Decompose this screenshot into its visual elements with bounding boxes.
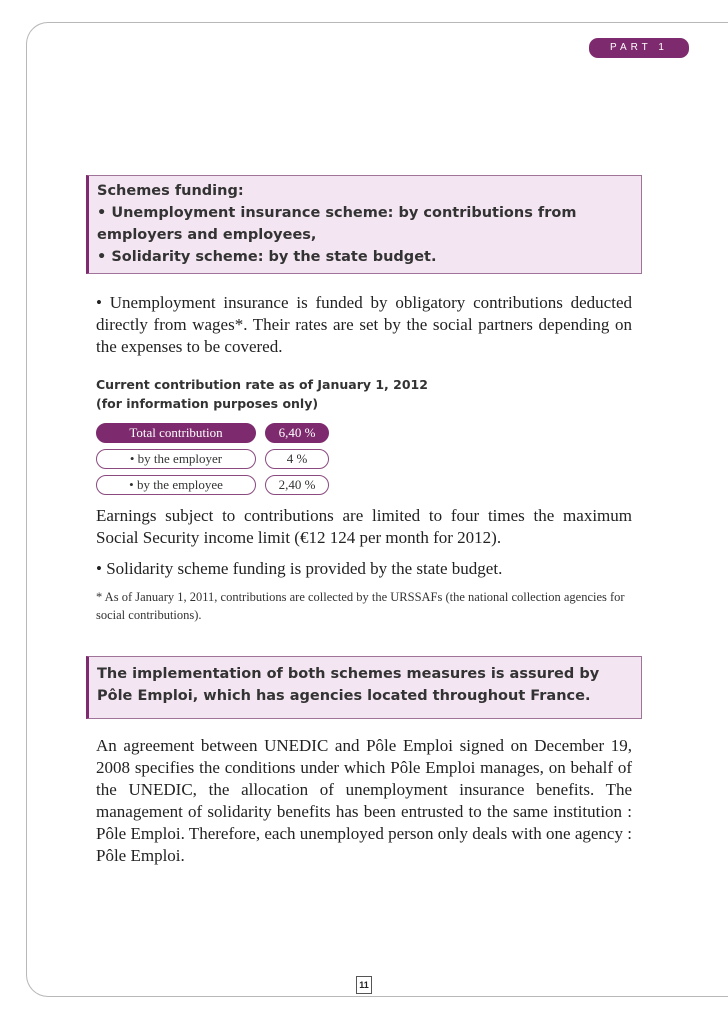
agreement-paragraph: An agreement between UNEDIC and Pôle Emploi signed on December 19, 2008 specifies the conditions under which Pôle Emploi manages, on behalf of the UNEDIC, the allocation of unemployment insurance benefits. The management of solidarity benefits has been entrusted to the same institution : Pôle Emploi. Therefore, each unemployed person only deals with one agency : Pôle Emploi. (96, 736, 632, 865)
solidarity-funding-paragraph: • Solidarity scheme funding is provided by the state budget. (96, 559, 503, 578)
contribution-rate-title (96, 375, 636, 413)
page-number: 11 (356, 976, 372, 994)
total-contribution-value: 6,40 % (265, 423, 329, 443)
contribution-title-line1: Current contribution rate as of January 1, 2012 (96, 377, 428, 392)
funding-item-solidarity: • Solidarity scheme: by the state budget. (97, 249, 437, 265)
insurance-funding-paragraph: • Unemployment insurance is funded by obligatory contributions deducted directly from wages*. Their rates are set by the social partners depending on the expenses to be covered. (96, 293, 632, 356)
funding-item-insurance: • Unemployment insurance scheme: by contributions from employers and employees, (97, 205, 577, 243)
total-contribution-label: Total contribution (96, 423, 256, 443)
employer-contribution-label: • by the employer (96, 449, 256, 469)
employer-contribution-value: 4 % (265, 449, 329, 469)
footnote: * As of January 1, 2011, contributions are collected by the URSSAFs (the national collection agencies for social contributions). (96, 590, 625, 622)
earnings-limit-paragraph: Earnings subject to contributions are limited to four times the maximum Social Security income limit (€12 124 per month for 2012). (96, 506, 632, 547)
employee-contribution-value: 2,40 % (265, 475, 329, 495)
employee-contribution-label: • by the employee (96, 475, 256, 495)
part-label: PART 1 (589, 38, 689, 58)
funding-summary-box (86, 175, 642, 274)
contribution-title-line2: (for information purposes only) (96, 396, 319, 411)
implementation-box: The implementation of both schemes measures is assured by Pôle Emploi, which has agencies located throughout France. (86, 656, 642, 719)
funding-heading: Schemes funding: (97, 183, 244, 199)
